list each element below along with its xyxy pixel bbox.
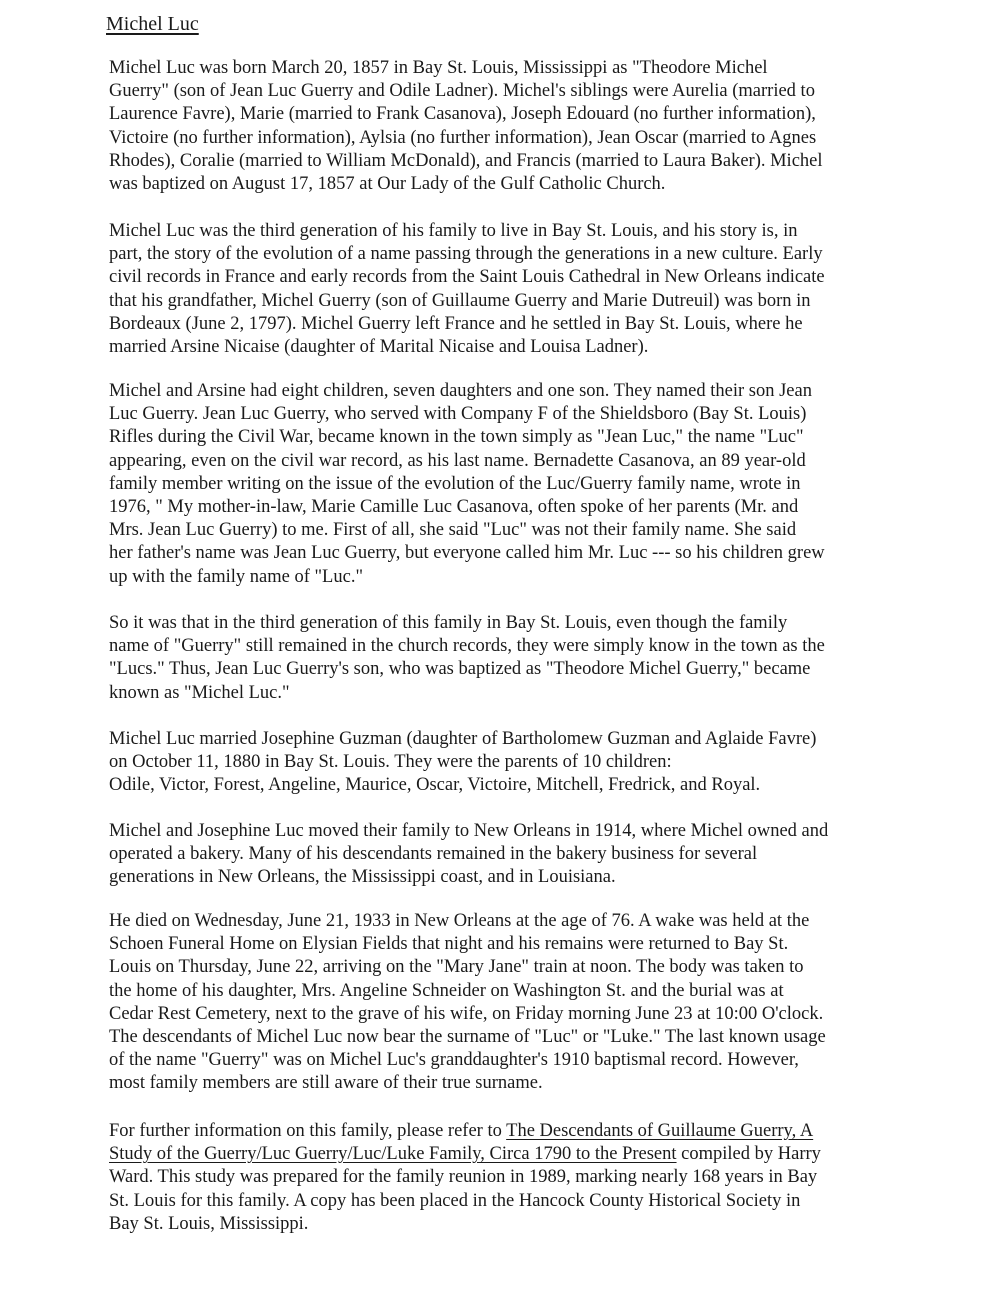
paragraph-lucs-name <box>109 612 899 705</box>
document-title: Michel Luc <box>106 13 199 35</box>
text-line: Ward. This study was prepared for the family reunion in 1989, marking nearly 168 years in Bay <box>109 1167 818 1188</box>
paragraph-third-generation <box>109 220 899 359</box>
text-line: 1976, " My mother-in-law, Marie Camille Luc Casanova, often spoke of her parents (Mr. and <box>109 497 799 518</box>
text-line: Michel Luc was born March 20, 1857 in Bay St. Louis, Mississippi as "Theodore Michel <box>109 58 768 78</box>
text-line: Victoire (no further information), Aylsia (no further information), Jean Oscar (married to Agnes <box>109 127 817 148</box>
paragraph-death <box>109 910 899 1096</box>
text-line: So it was that in the third generation of this family in Bay St. Louis, even though the family <box>109 613 788 633</box>
text-line: Rhodes), Coralie (married to William McDonald), and Francis (married to Laura Baker). Michel <box>109 150 823 171</box>
text-segment: compiled by Harry <box>676 1144 821 1165</box>
text-line: Mrs. Jean Luc Guerry) to me. First of all, she said "Luc" was not their family name. She said <box>109 520 797 541</box>
paragraph-michel-and-arsine <box>109 380 899 589</box>
text-line: Michel and Arsine had eight children, seven daughters and one son. They named their son Jean <box>109 381 812 401</box>
text-line: Michel Luc married Josephine Guzman (daughter of Bartholomew Guzman and Aglaide Favre) <box>109 729 817 749</box>
text-line: appearing, even on the civil war record, as his last name. Bernadette Casanova, an 89 year-old <box>109 450 806 471</box>
book-title-underlined: Study of the Guerry/Luc Guerry/Luc/Luke Family, Circa 1790 to the Present <box>109 1144 677 1165</box>
text-line: civil records in France and early records from the Saint Louis Cathedral in New Orleans indicate <box>109 267 825 288</box>
text-line: "Lucs." Thus, Jean Luc Guerry's son, who was baptized as "Theodore Michel Guerry," became <box>109 659 811 680</box>
text-line: name of "Guerry" still remained in the church records, they were simply know in the town as the <box>109 636 825 657</box>
text-line: Bay St. Louis, Mississippi. <box>109 1213 309 1234</box>
text-line: The descendants of Michel Luc now bear the surname of "Luc" or "Luke." The last known usage <box>109 1027 826 1048</box>
paragraph-further-information <box>109 1120 899 1236</box>
text-line: her father's name was Jean Luc Guerry, but everyone called him Mr. Luc --- so his children grew <box>109 543 825 564</box>
text-line: operated a bakery. Many of his descendants remained in the bakery business for several <box>109 844 758 865</box>
text-line: Michel Luc was the third generation of his family to live in Bay St. Louis, and his story is, in <box>109 221 798 241</box>
text-line: family member writing on the issue of the evolution of the Luc/Guerry family name, wrote in <box>109 473 801 494</box>
text-line: Laurence Favre), Marie (married to Frank Casanova), Joseph Edouard (no further information), <box>109 104 816 125</box>
text-line: Bordeaux (June 2, 1797). Michel Guerry left France and he settled in Bay St. Louis, where he <box>109 313 803 334</box>
text-line: generations in New Orleans, the Mississippi coast, and in Louisiana. <box>109 867 616 888</box>
text-line <box>109 1120 899 1143</box>
text-line: St. Louis for this family. A copy has been placed in the Hancock County Historical Society in <box>109 1190 801 1211</box>
text-line: known as "Michel Luc." <box>109 682 290 703</box>
text-line: Odile, Victor, Forest, Angeline, Maurice, Oscar, Victoire, Mitchell, Fredrick, and Royal. <box>109 775 761 796</box>
text-line: part, the story of the evolution of a name passing through the generations in a new culture. Early <box>109 244 823 265</box>
paragraph-bakery <box>109 820 899 890</box>
text-line: married Arsine Nicaise (daughter of Marital Nicaise and Louisa Ladner). <box>109 337 649 358</box>
text-line: on October 11, 1880 in Bay St. Louis. They were the parents of 10 children: <box>109 752 672 773</box>
text-line: the home of his daughter, Mrs. Angeline Schneider on Washington St. and the burial was at <box>109 980 784 1001</box>
text-line: of the name "Guerry" was on Michel Luc's granddaughter's 1910 baptismal record. However, <box>109 1050 799 1071</box>
text-line <box>109 1143 899 1166</box>
text-line: Luc Guerry. Jean Luc Guerry, who served with Company F of the Shieldsboro (Bay St. Louis) <box>109 404 807 425</box>
book-title-underlined: The Descendants of Guillaume Guerry, A <box>506 1121 814 1141</box>
text-line: Rifles during the Civil War, became known in the town simply as "Jean Luc," the name "Luc" <box>109 427 804 448</box>
text-line: up with the family name of "Luc." <box>109 566 363 587</box>
text-line: Louis on Thursday, June 22, arriving on the "Mary Jane" train at noon. The body was taken to <box>109 957 804 978</box>
text-line: Cedar Rest Cemetery, next to the grave of his wife, on Friday morning June 23 at 10:00 O'clock. <box>109 1003 824 1024</box>
text-line: that his grandfather, Michel Guerry (son of Guillaume Guerry and Marie Dutreuil) was born in <box>109 290 811 311</box>
paragraph-birth <box>109 57 899 196</box>
paragraph-marriage <box>109 728 899 798</box>
text-line: Schoen Funeral Home on Elysian Fields that night and his remains were returned to Bay St. <box>109 934 789 955</box>
text-line: He died on Wednesday, June 21, 1933 in New Orleans at the age of 76. A wake was held at the <box>109 911 810 931</box>
text-line: Michel and Josephine Luc moved their family to New Orleans in 1914, where Michel owned and <box>109 821 829 841</box>
text-segment: For further information on this family, please refer to <box>109 1121 507 1141</box>
text-line: was baptized on August 17, 1857 at Our Lady of the Gulf Catholic Church. <box>109 174 666 195</box>
text-line: Guerry" (son of Jean Luc Guerry and Odile Ladner). Michel's siblings were Aurelia (married to <box>109 81 815 102</box>
text-line: most family members are still aware of their true surname. <box>109 1073 543 1094</box>
